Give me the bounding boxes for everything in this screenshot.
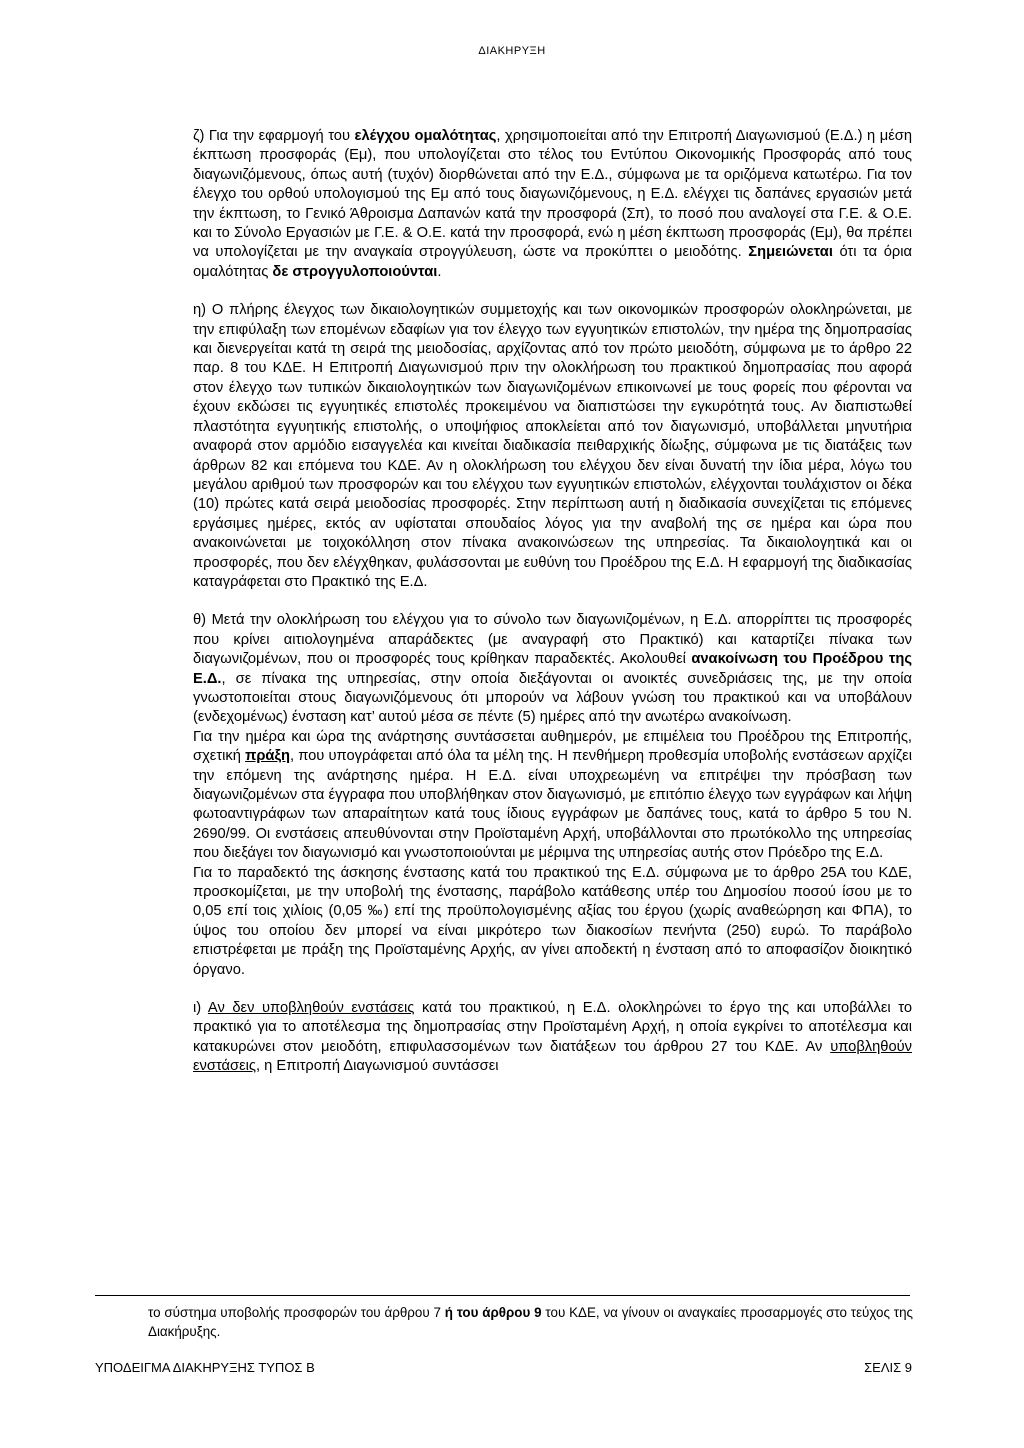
- text-run: του ΚΔΕ, να γίνουν οι αναγκαίες προσαρμογές στο τεύχος της Διακήρυξης.: [148, 1305, 913, 1339]
- paragraph-theta: [193, 611, 912, 727]
- paragraph-eta: [193, 301, 912, 592]
- underlined-text: Αν δεν υποβληθούν ενστάσεις: [207, 1000, 415, 1017]
- text-run: , χρησιμοποιείται από την Επιτροπή Διαγωνισμού (Ε.Δ.) η μέση έκπτωση προσφοράς (Εμ), που υπολογίζεται στο τέλος του Εντύπου Οικονομικής Προσφοράς από τους διαγωνιζόμενους, όπως αυτή (τυχόν) διορθώνεται από την Ε.Δ., σύμφωνα με τα οριζόμενα κατωτέρω. Για τον έλεγχο του ορθού υπολογισμού της Εμ από τους διαγωνιζόμενους, η Ε.Δ. ελέγχει τις δαπάνες εργασιών μετά την έκπτωση, το Γενικό Άθροισμα Δαπανών κατά την προσφορά (Σπ), το ποσό που αναλογεί στα Γ.Ε. & Ο.Ε. και το Σύνολο Εργασιών με Γ.Ε. & Ο.Ε. κατά την προσφορά, ενώ η μέση έκπτωση προσφοράς (Εμ), θα πρέπει να υπολογίζεται με την αναγκαία στρογγύλευση, ώστε να προκύπτει ο μειοδότης.: [193, 128, 913, 261]
- underlined-text: πράξη: [245, 748, 290, 765]
- text-run: το σύστημα υποβολής προσφορών του άρθρου 7: [148, 1305, 445, 1320]
- bold-text: ανακοίνωση του Προέδρου της Ε.Δ.: [193, 651, 912, 687]
- footnote: [148, 1303, 913, 1341]
- text-run: η) Ο πλήρης έλεγχος των δικαιολογητικών συμμετοχής και των οικονομικών προσφορών ολοκληρώνεται, με την επιφύλαξη των επομένων εδαφίων για τον έλεγχο των εγγυητικών επιστολών, την ημέρα της δημοπρασίας και διενεργείται κατά τη σειρά της μειοδοσίας, αρχίζοντας από τον πρώτο μειοδότη, σύμφωνα με το άρθρο 22 παρ. 8 του ΚΔΕ. Η Επιτροπή Διαγωνισμού πριν την ολοκλήρωση του πρακτικού δημοπρασίας που αφορά στον έλεγχο των τυπικών δικαιολογητικών των διαγωνιζομένων επικοινωνεί με τους φορείς που φέρονται να έχουν εκδώσει τις εγγυητικές επιστολές προκειμένου να διαπιστώσει την εγκυρότητά τους. Αν διαπιστωθεί πλαστότητα εγγυητικής επιστολής, ο υποψήφιος αποκλείεται από τον διαγωνισμό, υποβάλλεται μηνυτήρια αναφορά στον αρμόδιο εισαγγελέα και κινείται διαδικασία πειθαρχικής δίωξης, σύμφωνα με τις διατάξεις των άρθρων 82 και επόμενα του ΚΔΕ. Αν η ολοκλήρωση του ελέγχου δεν είναι δυνατή την ίδια μέρα, λόγω του μεγάλου αριθμού των προσφορών και του ελέγχου των εγγυητικών επιστολών, ελέγχονται τουλάχιστον οι δέκα (10) πρώτες κατά σειρά μειοδοσίας προσφορές. Στην περίπτωση αυτή η διαδικασία συνεχίζεται τις επόμενες εργάσιμες ημέρες, εκτός αν υφίσταται σπουδαίος λόγος για την αναβολή της σε ημέρα και ώρα που ανακοινώνεται με τοιχοκόλληση στον πίνακα ανακοινώσεων της υπηρεσίας. Τα δικαιολογητικά και οι προσφορές, που δεν ελέγχθηκαν, φυλάσσονται με ευθύνη του Προέδρου της Ε.Δ. Η εφαρμογή της διαδικασίας καταγράφεται στο Πρακτικό της Ε.Δ.: [193, 302, 912, 590]
- bold-text: δε στρογγυλοποιούνται: [272, 263, 438, 280]
- paragraph-theta-3: [193, 864, 912, 980]
- text-run: , που υπογράφεται από όλα τα μέλη της. Η πενθήμερη προθεσμία υποβολής ενστάσεων αρχίζει την επόμενη της ανάρτησης ημέρα. Η Ε.Δ. είναι υποχρεωμένη να επιτρέψει την πρόσβαση των διαγωνιζομένων στα έγγραφα που υποβλήθηκαν στον διαγωνισμό, με επιτόπιο έλεγχο των εγγράφων και λήψη φωτοαντιγράφων των απαραίτητων κατά τους ίδιους εγγράφων με δαπάνες τους, κατά το άρθρο 5 του Ν. 2690/99. Οι ενστάσεις απευθύνονται στην Προϊσταμένη Αρχή, υποβάλλονται στο πρωτόκολλο της υπηρεσίας που διεξάγει τον διαγωνισμό και γνωστοποιούνται με μέριμνα της υπηρεσίας αυτής στον Πρόεδρο της Ε.Δ.: [193, 748, 912, 862]
- footnote-divider: [95, 1295, 910, 1296]
- text-run: κατά του πρακτικού, η Ε.Δ. ολοκληρώνει το έργο της και υποβάλλει το πρακτικό για το αποτέλεσμα της δημοπρασίας στην Προϊσταμένη Αρχή, η οποία εγκρίνει το αποτέλεσμα και κατακυρώνει στον μειοδότη, επιφυλασσομένων των διατάξεων του άρθρου 27 του ΚΔΕ. Αν: [193, 1000, 912, 1055]
- text-run: Για το παραδεκτό της άσκησης ένστασης κατά του πρακτικού της Ε.Δ. σύμφωνα με το άρθρο 25Α του ΚΔΕ, προσκομίζεται, με την υποβολή της ένστασης, παράβολο κατάθεσης υπέρ του Δημοσίου ποσού ίσου με το 0,05 επί τοις χιλίοις (0,05 ‰) επί της προϋπολογισμένης αξίας του έργου (χωρίς αναθεώρηση και ΦΠΑ), το ύψος του οποίου δεν μπορεί να είναι μικρότερο των διακοσίων πενήντα (250) ευρώ. Το παράβολο επιστρέφεται με πράξη της Προϊσταμένης Αρχής, αν γίνει αποδεκτή η ένσταση από το αποφασίζον διοικητικό όργανο.: [193, 864, 912, 978]
- paragraph-iota: [193, 999, 912, 1077]
- bold-text: ελέγχου ομαλότητας: [354, 128, 497, 144]
- bold-text: ή του άρθρου 9: [444, 1305, 542, 1320]
- text-run: Για την ημέρα και ώρα της ανάρτησης συντάσσεται αυθημερόν, με επιμέλεια του Προέδρου της Επιτροπής, σχετική: [193, 728, 912, 765]
- bold-underlined-text: [245, 748, 290, 764]
- text-run: , σε πίνακα της υπηρεσίας, στην οποία διεξάγονται οι ανοικτές συνεδριάσεις της, με την οποία γνωστοποιείται στους διαγωνιζόμενους ότι μπορούν να λάβουν γνώση του πρακτικού και να υποβάλουν (ενδεχομένως) ένσταση κατ’ αυτού μέσα σε πέντε (5) ημέρες από την ανωτέρω ανακοίνωση.: [193, 670, 912, 726]
- underlined-text: υποβληθούν ενστάσεις: [193, 1038, 912, 1075]
- paragraph-zeta: [193, 127, 912, 282]
- text-run: ότι τα όρια ομαλότητας: [193, 244, 912, 280]
- bold-text: Σημειώνεται: [748, 244, 833, 261]
- text-run: θ) Μετά την ολοκλήρωση του ελέγχου για το σύνολο των διαγωνιζομένων, η Ε.Δ. απορρίπτει τις προσφορές που κρίνει αιτιολογημένα απαράδεκτες (με αναγραφή στο Πρακτικό) και καταρτίζει πίνακα των διαγωνιζομένων, που οι προσφορές τους κρίθηκαν παραδεκτές. Ακολουθεί: [193, 612, 912, 668]
- text-run: , η Επιτροπή Διαγωνισμού συντάσσει: [256, 1058, 499, 1075]
- text-run: ζ) Για την εφαρμογή του: [193, 128, 355, 144]
- footer-document-title: ΥΠΟΔΕΙΓΜΑ ΔΙΑΚΗΡΥΞΗΣ ΤΥΠΟΣ Β: [95, 1360, 315, 1375]
- document-body: [193, 127, 912, 1077]
- page-header: ΔΙΑΚΗΡΥΞΗ: [478, 45, 546, 57]
- page-number: ΣΕΛΙΣ 9: [864, 1360, 912, 1375]
- paragraph-theta-2: [193, 728, 912, 864]
- text-run: ι): [193, 1000, 208, 1017]
- text-run: .: [437, 263, 442, 280]
